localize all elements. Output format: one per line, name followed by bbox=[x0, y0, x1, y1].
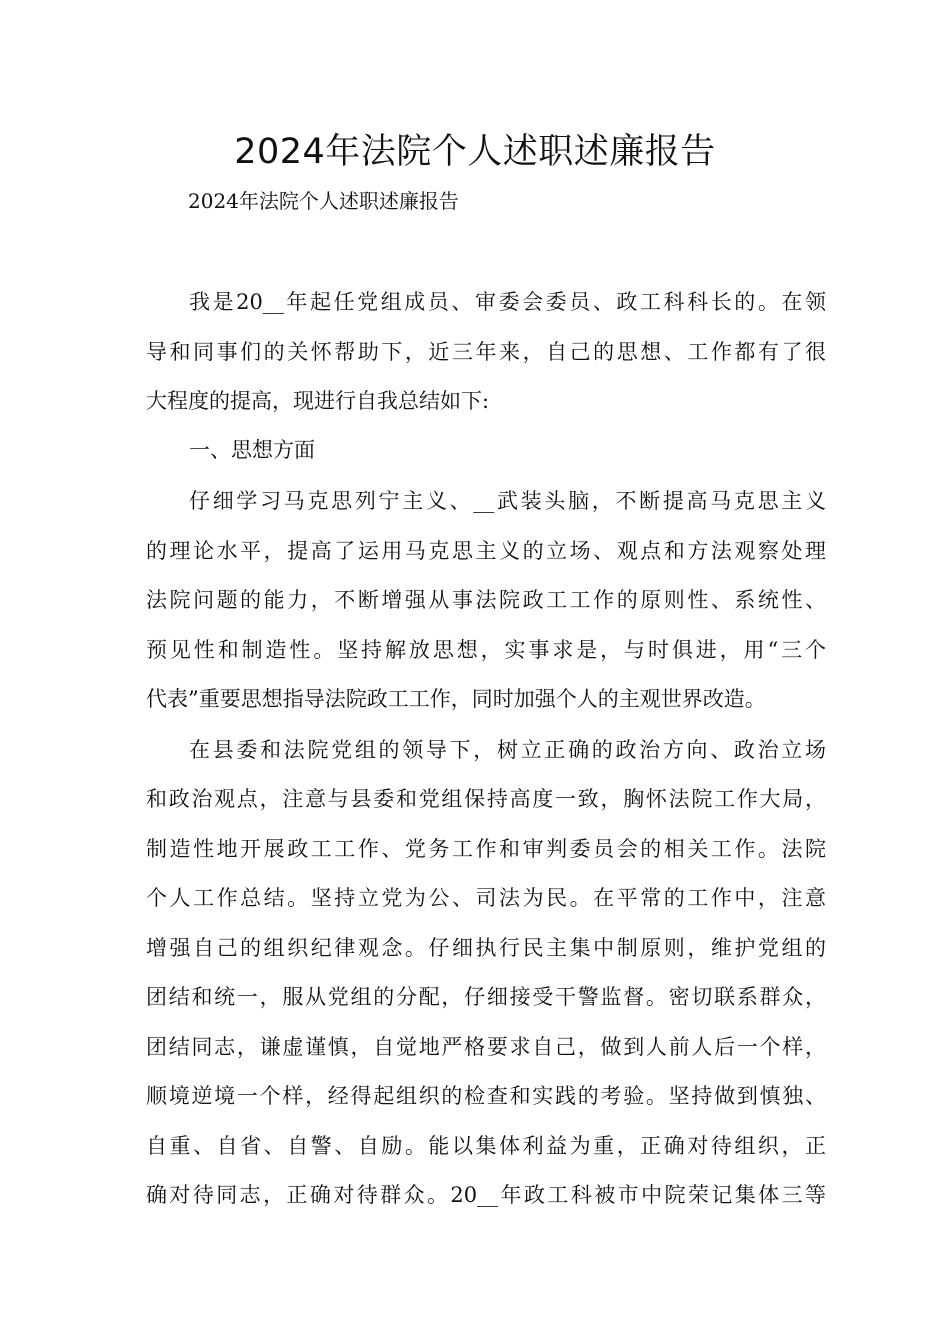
body-line: 在县委和法院党组的领导下，树立正确的政治方向、政治立场 bbox=[189, 738, 826, 762]
body-line: 顺境逆境一个样，经得起组织的检查和实践的考验。坚持做到慎独、 bbox=[146, 1084, 826, 1108]
body-line: 我是20__年起任党组成员、审委会委员、政工科科长的。在领 bbox=[189, 290, 826, 314]
body-line: 法院问题的能力，不断增强从事法院政工工作的原则性、系统性、 bbox=[146, 588, 826, 612]
body-line: 团结同志，谦虚谨慎，自觉地严格要求自己，做到人前人后一个样， bbox=[146, 1035, 826, 1059]
body-line: 导和同事们的关怀帮助下，近三年来，自己的思想、工作都有了很 bbox=[146, 340, 826, 364]
body-line: 个人工作总结。坚持立党为公、司法为民。在平常的工作中，注意 bbox=[146, 886, 826, 910]
body-line: 制造性地开展政工工作、党务工作和审判委员会的相关工作。法院 bbox=[146, 837, 826, 861]
section-heading: 一、思想方面 bbox=[189, 438, 315, 462]
body-line: 确对待同志，正确对待群众。20__年政工科被市中院荣记集体三等 bbox=[146, 1183, 826, 1207]
body-line: 增强自己的组织纪律观念。仔细执行民主集中制原则，维护党组的 bbox=[146, 936, 826, 960]
body-line: 大程度的提高，现进行自我总结如下: bbox=[146, 389, 490, 413]
body-line: 和政治观点，注意与县委和党组保持高度一致，胸怀法院工作大局， bbox=[146, 787, 826, 811]
body-line: 的理论水平，提高了运用马克思主义的立场、观点和方法观察处理 bbox=[146, 539, 826, 563]
body-line: 代表”重要思想指导法院政工工作，同时加强个人的主观世界改造。 bbox=[146, 687, 766, 711]
body-line: 自重、自省、自警、自励。能以集体利益为重，正确对待组织，正 bbox=[146, 1134, 826, 1158]
document-title: 2024年法院个人述职述廉报告 bbox=[234, 132, 716, 172]
body-line: 仔细学习马克思列宁主义、__武装头脑，不断提高马克思主义 bbox=[189, 489, 826, 513]
body-line: 团结和统一，服从党组的分配，仔细接受干警监督。密切联系群众， bbox=[146, 985, 826, 1009]
document-subtitle: 2024年法院个人述职述廉报告 bbox=[188, 189, 459, 213]
body-line: 预见性和制造性。坚持解放思想，实事求是，与时俱进，用“三个 bbox=[146, 638, 826, 662]
